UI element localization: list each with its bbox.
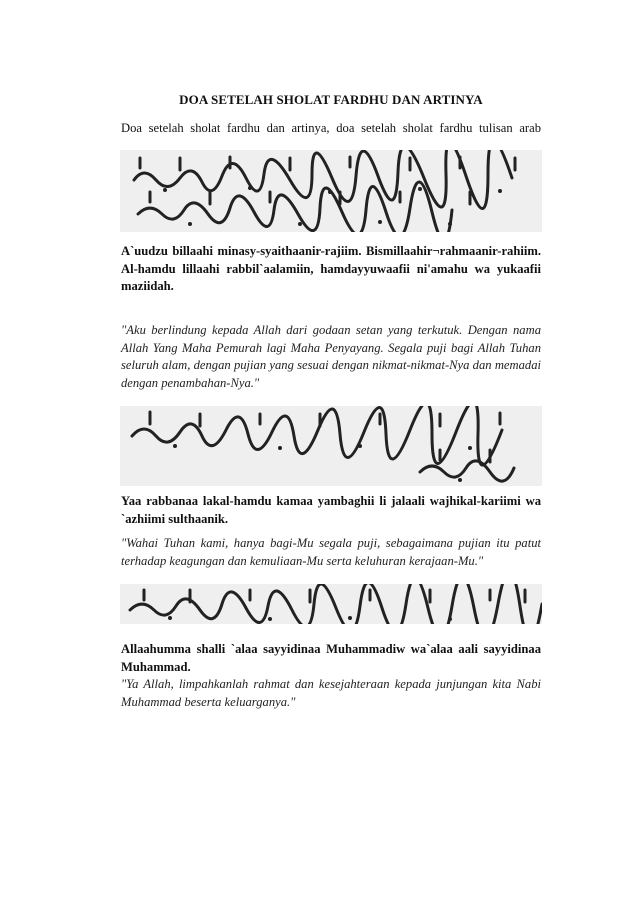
section-3-latin: Allaahumma shalli `alaa sayyidinaa Muhammadiw wa`alaa aali sayyidinaa Muhammad. (121, 642, 541, 674)
arabic-calligraphy-image-1 (120, 150, 542, 232)
arabic-calligraphy-image-2 (120, 406, 542, 486)
section-1-latin: A`uudzu billaahi minasy-syaithaanir-rajiim. Bismillaahir¬rahmaanir-rahiim. Al-hamdu lillaahi rabbil`aalamiin, hamdayyuwaafii ni'amahu wa yukaafii maziidah. (121, 244, 541, 293)
arabic-script-icon (120, 584, 542, 624)
arabic-script-icon (120, 150, 542, 232)
section-2-latin: Yaa rabbanaa lakal-hamdu kamaa yambaghii li jalaali wajhikal-kariimi wa `azhiimi sulthaanik. (121, 494, 541, 526)
section-3-translation: "Ya Allah, limpahkanlah rahmat dan kesejahteraan kepada junjungan kita Nabi Muhammad beserta keluarganya." (121, 677, 541, 709)
intro-paragraph: Doa setelah sholat fardhu dan artinya, doa setelah sholat fardhu tulisan arab (121, 121, 541, 135)
arabic-calligraphy-image-3 (120, 584, 542, 624)
section-1-translation: "Aku berlindung kepada Allah dari godaan setan yang terkutuk. Dengan nama Allah Yang Maha Pemurah lagi Maha Penyayang. Segala puji bagi Allah Tuhan seluruh alam, dengan pujian yang sesuai dengan nikmat-nikmat-Nya dan memadai dengan penambahan-Nya." (121, 323, 541, 390)
section-2-translation: "Wahai Tuhan kami, hanya bagi-Mu segala puji, sebagaimana pujian itu patut terhadap keagungan dan kemuliaan-Mu serta keluhuran kerajaan-Mu." (121, 536, 541, 568)
arabic-script-icon (120, 406, 542, 486)
page-title: DOA SETELAH SHOLAT FARDHU DAN ARTINYA (179, 92, 483, 107)
